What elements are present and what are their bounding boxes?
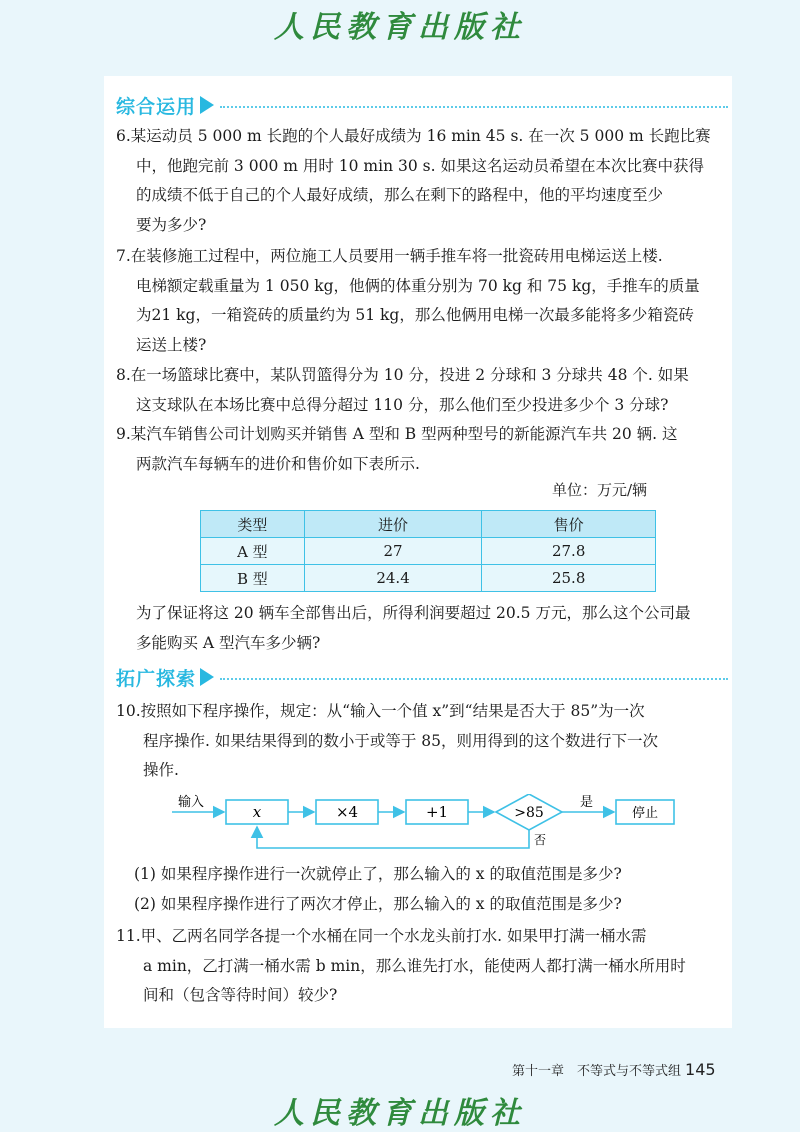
dotted-rule: [220, 678, 728, 680]
triangle-arrow-icon: [200, 668, 214, 686]
flow-text-stop: 停止: [631, 806, 659, 821]
table-cell: 27.8: [482, 538, 656, 565]
dotted-rule: [220, 106, 728, 108]
page-number: 145: [685, 1060, 716, 1079]
table-cell: 25.8: [482, 565, 656, 592]
section-title: 综合运用: [116, 95, 197, 118]
problem-text-line: 这支球队在本场比赛中总得分超过 110 分，那么他们至少投进多少个 3 分球?: [136, 395, 669, 414]
table-header-type: 类型: [201, 511, 305, 538]
flow-input-label: 输入: [178, 795, 205, 810]
price-table: [200, 510, 656, 592]
problem-9: [116, 420, 724, 479]
section-title: 拓广探索: [116, 667, 197, 690]
problem-text-line: 甲、乙两名同学各提一个水桶在同一个水龙头前打水. 如果甲打满一桶水需: [140, 927, 647, 945]
flow-yes-label: 是: [580, 795, 594, 810]
content-panel: [104, 76, 732, 1028]
problem-text-line: 操作.: [143, 761, 179, 779]
flow-loop-back-arrow: [257, 827, 529, 848]
problem-text-line: 要为多少?: [136, 215, 207, 234]
problem-7: [116, 242, 724, 360]
section-header-comprehensive: [116, 90, 728, 120]
table-row: [201, 565, 656, 592]
problem-text-line: 程序操作. 如果结果得到的数小于或等于 85，则用得到的这个数进行下一次: [143, 731, 659, 750]
subquestion-1: (1) 如果程序操作进行一次就停止了，那么输入的 x 的取值范围是多少?: [134, 865, 622, 883]
problem-text-line: 电梯额定载重量为 1 050 kg，他俩的体重分别为 70 kg 和 75 kg，手推车的质量: [136, 276, 700, 295]
table-unit-label: 单位：万元/辆: [552, 481, 648, 499]
problem-text-line: 多能购买 A 型汽车多少辆?: [136, 633, 321, 652]
flow-no-label: 否: [534, 833, 547, 847]
problem-text-line: 两款汽车每辆车的进价和售价如下表所示.: [136, 454, 420, 473]
problem-number: 6.: [116, 127, 131, 145]
table-row: [201, 538, 656, 565]
problem-text-line: 运送上楼?: [136, 335, 207, 354]
problem-10: [116, 697, 724, 786]
problem-number: 11.: [116, 927, 141, 945]
flow-text-plus1: +1: [425, 803, 449, 821]
problem-number: 10.: [116, 702, 141, 720]
subquestion-2: (2) 如果程序操作进行了两次才停止，那么输入的 x 的取值范围是多少?: [134, 895, 622, 913]
problem-11: [116, 922, 724, 1011]
table-cell: A 型: [201, 538, 305, 565]
problem-text-line: 的成绩不低于自己的个人最好成绩，那么在剩下的路程中，他的平均速度至少: [136, 186, 664, 204]
table-header-row: [201, 511, 656, 538]
section-header-extension: [116, 662, 728, 692]
table-cell: 24.4: [304, 565, 482, 592]
flow-text-times4: ×4: [335, 803, 359, 821]
problem-text-line: 某汽车销售公司计划购买并销售 A 型和 B 型两种型号的新能源汽车共 20 辆. 这: [130, 425, 678, 443]
program-flowchart: [168, 794, 708, 866]
problem-text-line: 间和（包含等待时间）较少?: [143, 986, 338, 1004]
problem-text-line: 某运动员 5 000 m 长跑的个人最好成绩为 16 min 45 s. 在一次 5 000 m 长跑比赛: [130, 127, 711, 145]
problem-text-line: 中，他跑完前 3 000 m 用时 10 min 30 s. 如果这名运动员希望在本次比赛中获得: [136, 156, 704, 175]
table-cell: 27: [304, 538, 482, 565]
problem-number: 9.: [116, 425, 131, 443]
flow-text-x: x: [252, 803, 262, 821]
problem-number: 7.: [116, 247, 131, 265]
publisher-watermark-bottom: 人民教育出版社: [274, 1096, 526, 1131]
chapter-title: 第十一章 不等式与不等式组: [512, 1064, 682, 1079]
problem-8: [116, 361, 724, 420]
problem-text-line: 为21 kg，一箱瓷砖的质量约为 51 kg，那么他俩用电梯一次最多能将多少箱瓷砖: [136, 306, 694, 324]
problem-text-line: 按照如下程序操作，规定：从“输入一个值 x”到“结果是否大于 85”为一次: [140, 702, 645, 720]
problem-text-line: 为了保证将这 20 辆车全部售出后，所得利润要超过 20.5 万元，那么这个公司最: [136, 604, 691, 622]
problem-text-line: a min，乙打满一桶水需 b min，那么谁先打水，能使两人都打满一桶水所用时: [143, 956, 686, 975]
publisher-watermark-top: 人民教育出版社: [274, 10, 526, 45]
table-header-price: 售价: [482, 511, 656, 538]
problem-6: [116, 122, 724, 240]
triangle-arrow-icon: [200, 96, 214, 114]
problem-text-line: 在装修施工过程中，两位施工人员要用一辆手推车将一批瓷砖用电梯运送上楼.: [130, 247, 663, 265]
flow-text-compare: >85: [514, 805, 544, 821]
table-header-cost: 进价: [304, 511, 482, 538]
problem-9-continuation: [116, 599, 724, 658]
table-cell: B 型: [201, 565, 305, 592]
problem-text-line: 在一场篮球比赛中，某队罚篮得分为 10 分，投进 2 分球和 3 分球共 48 个. 如果: [130, 366, 689, 384]
page-footer: [512, 1060, 716, 1079]
problem-number: 8.: [116, 366, 131, 384]
